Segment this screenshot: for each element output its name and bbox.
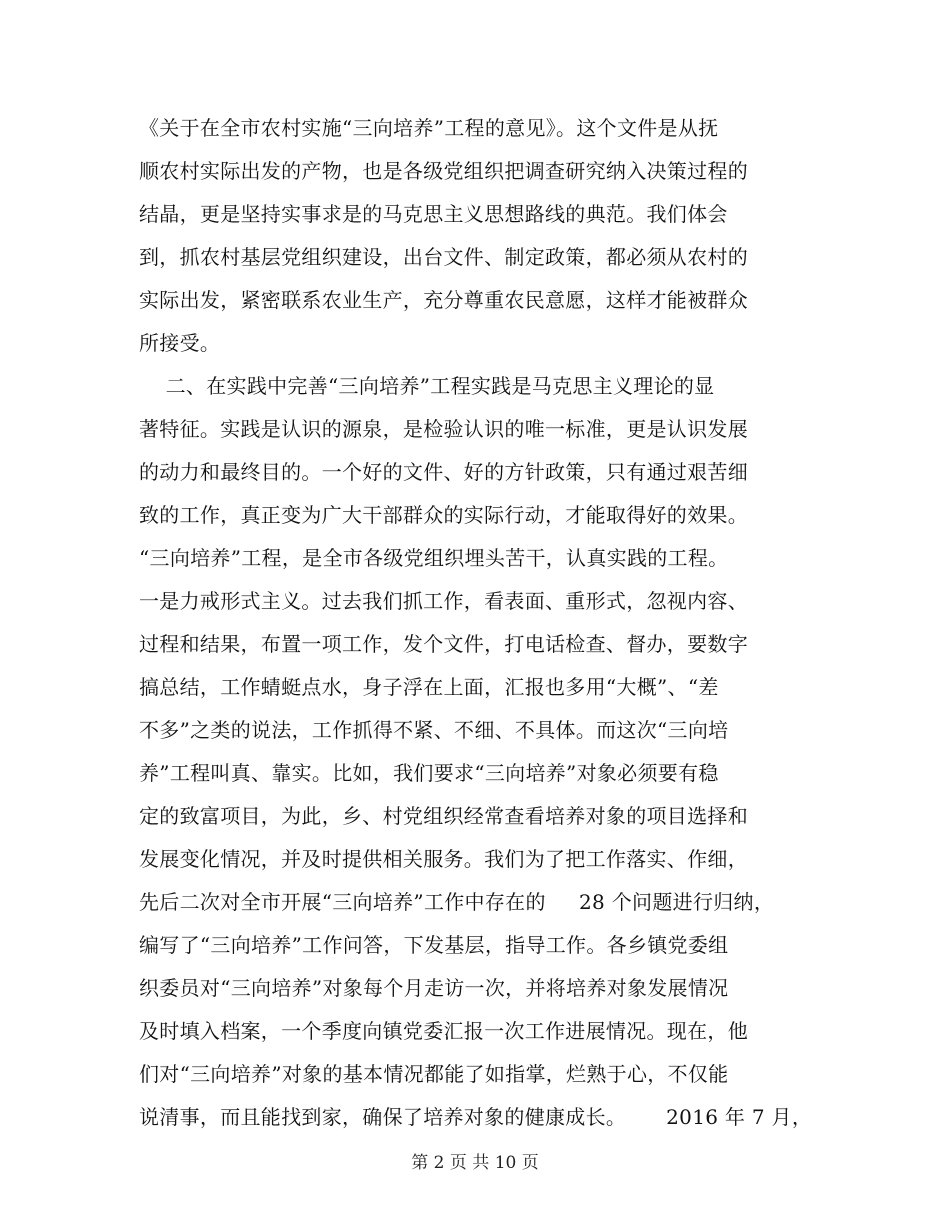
- text-line: 致的工作，真正变为广大干部群众的实际行动，才能取得好的效果。: [139, 503, 748, 527]
- text-line: 搞总结，工作蜻蜓点水，身子浮在上面，汇报也多用“大概”、“差: [139, 675, 719, 699]
- text-line: 到，抓农村基层党组织建设，出台文件、制定政策，都必须从农村的: [139, 245, 748, 269]
- text-line: 顺农村实际出发的产物，也是各级党组织把调查研究纳入决策过程的: [139, 159, 748, 183]
- text-line: 一是力戒形式主义。过去我们抓工作，看表面、重形式，忽视内容、: [139, 589, 748, 613]
- text-line: 不多”之类的说法，工作抓得不紧、不细、不具体。而这次“三向培: [139, 718, 729, 742]
- text-line: 二、在实践中完善“三向培养”工程实践是马克思主义理论的显: [139, 374, 715, 398]
- text-line: 及时填入档案，一个季度向镇党委汇报一次工作进展情况。现在，他: [139, 1019, 748, 1043]
- text-line: 编写了“三向培养”工作问答，下发基层，指导工作。各乡镇党委组: [139, 933, 729, 957]
- text-line: 们对“三向培养”对象的基本情况都能了如指掌，烂熟于心，不仅能: [139, 1062, 729, 1086]
- text-line: 结晶，更是坚持实事求是的马克思主义思想路线的典范。我们体会: [139, 202, 728, 226]
- text-line: 先后二次对全市开展“三向培养”工作中存在的 28 个问题进行归纳，: [139, 890, 775, 914]
- text-line: 著特征。实践是认识的源泉，是检验认识的唯一标准，更是认识发展: [139, 417, 748, 441]
- text-line: 说清事，而且能找到家，确保了培养对象的健康成长。 2016 年 7 月，: [139, 1105, 813, 1129]
- text-line: 《关于在全市农村实施“三向培养”工程的意见》。这个文件是从抚: [139, 116, 719, 140]
- text-line: 养”工程叫真、靠实。比如，我们要求“三向培养”对象必须要有稳: [139, 761, 719, 785]
- text-line: 织委员对“三向培养”对象每个月走访一次，并将培养对象发展情况: [139, 976, 729, 1000]
- page-number-footer: 第 2 页 共 10 页: [411, 1153, 539, 1173]
- text-line: 所接受。: [139, 331, 221, 355]
- text-line: 发展变化情况，并及时提供相关服务。我们为了把工作落实、作细，: [139, 847, 748, 871]
- text-line: “三向培养”工程，是全市各级党组织埋头苦干，认真实践的工程。: [139, 546, 729, 570]
- text-line: 定的致富项目，为此，乡、村党组织经常查看培养对象的项目选择和: [139, 804, 748, 828]
- text-line: 过程和结果，布置一项工作，发个文件，打电话检查、督办，要数字: [139, 632, 748, 656]
- text-line: 的动力和最终目的。一个好的文件、好的方针政策，只有通过艰苦细: [139, 460, 748, 484]
- text-line: 实际出发，紧密联系农业生产，充分尊重农民意愿，这样才能被群众: [139, 288, 748, 312]
